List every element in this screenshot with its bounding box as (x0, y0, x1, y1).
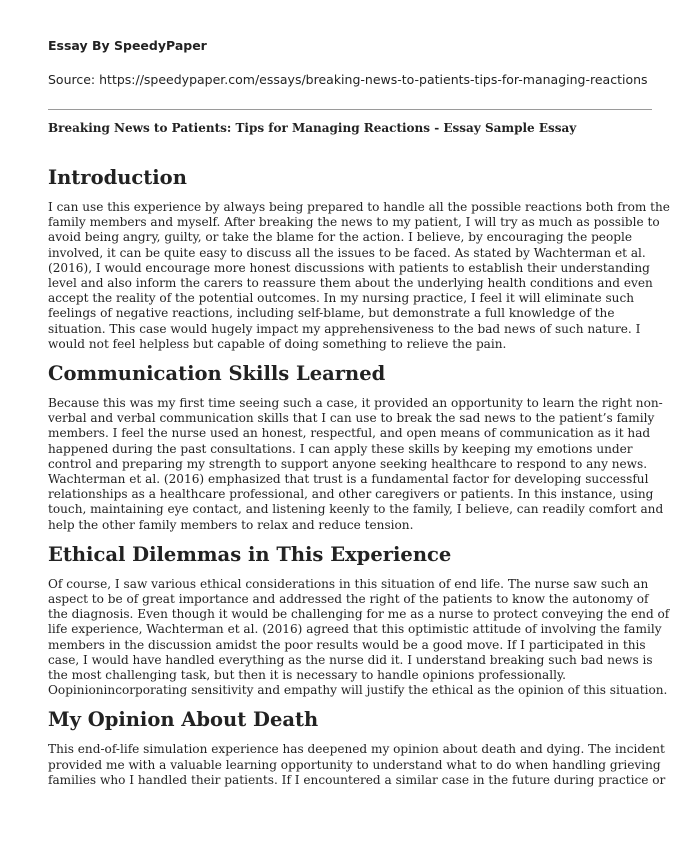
section-paragraph (48, 200, 670, 352)
paragraph-line: families who I handled their patients. If I encountered a similar case in the future during practice or (48, 772, 666, 787)
paragraph-line: members. I feel the nurse used an honest, respectful, and open means of communication as it had (48, 426, 651, 441)
essay-body (48, 166, 670, 788)
paragraph-line: accept the reality of the potential outcomes. In my nursing practice, I feel it will eliminate such (48, 291, 635, 306)
paragraph-line: (2016), I would encourage more honest discussions with patients to establish their understanding (48, 260, 650, 275)
paragraph-line: Wachterman et al. (2016) emphasized that trust is a fundamental factor for developing successful (48, 472, 649, 487)
section-heading: Communication Skills Learned (48, 362, 386, 386)
paragraph-line: provided me with a valuable learning opportunity to understand what to do when handling grieving (48, 757, 661, 772)
section-paragraph (48, 576, 670, 699)
paragraph-line: I can use this experience by always being prepared to handle all the possible reactions both from the (48, 200, 670, 214)
paragraph-line: family members and myself. After breaking the news to my patient, I will try as much as possible to (48, 215, 660, 230)
paragraph-line: the diagnosis. Even though it would be challenging for me as a nurse to protect conveying the end of (48, 607, 670, 622)
essay-section (48, 362, 664, 533)
paragraph-line: would not feel helpless but capable of doing something to relieve the pain. (48, 336, 507, 351)
document-title: Breaking News to Patients: Tips for Managing Reactions - Essay Sample Essay (48, 121, 577, 135)
paragraph-line: the most challenging task, but then it is necessary to handle opinions professionally. (48, 668, 567, 683)
essay-section (48, 542, 670, 699)
paragraph-line: aspect to be of great importance and addressed the right of the patients to know the autonomy of (48, 592, 649, 607)
section-heading: Ethical Dilemmas in This Experience (48, 542, 452, 566)
essay-section (48, 166, 670, 352)
section-heading: Introduction (48, 166, 187, 189)
paragraph-line: verbal and verbal communication skills that I can use to break the sad news to the patient’s family (48, 411, 655, 426)
paragraph-line: Oopinionincorporating sensitivity and empathy will justify the ethical as the opinion of this situation. (48, 683, 668, 698)
paragraph-line: help the other family members to relax and reduce tension. (48, 517, 414, 532)
paragraph-line: members in the discussion amidst the poor results would be a good move. If I participated in this (48, 637, 646, 652)
paragraph-line: case, I would have handled everything as the nurse did it. I understand breaking such bad news is (48, 652, 653, 667)
paragraph-line: This end-of-life simulation experience has deepened my opinion about death and dying. The incident (48, 742, 665, 757)
paragraph-line: control and preparing my strength to support anyone seeking healthcare to respond to any news. (48, 456, 648, 471)
paragraph-line: level and also inform the carers to reassure them about the underlying health conditions and even (48, 276, 653, 291)
paragraph-line: touch, maintaining eye contact, and listening keenly to the family, I believe, can readily comfort and (48, 502, 664, 517)
paragraph-line: happened during the past consultations. I can apply these skills by keeping my emotions under (48, 441, 633, 456)
brand-title: Essay By SpeedyPaper (48, 38, 207, 53)
section-paragraph (48, 396, 664, 533)
essay-section (48, 708, 666, 788)
paragraph-line: feelings of negative reactions, including self-blame, but demonstrate a full knowledge of the (48, 306, 615, 321)
paragraph-line: involved, it can be quite easy to discuss all the issues to be faced. As stated by Wachterman et al. (48, 245, 646, 260)
paragraph-line: situation. This case would hugely impact my apprehensiveness to the bad news of such nature. I (48, 321, 641, 336)
source-line: Source: https://speedypaper.com/essays/breaking-news-to-patients-tips-for-managing-reactions (48, 72, 648, 87)
paragraph-line: avoid being angry, guilty, or take the blame for the action. I believe, by encouraging the people (48, 230, 633, 245)
paragraph-line: relationships as a healthcare professional, and other caregivers or patients. In this instance, using (48, 487, 654, 502)
document-page (48, 38, 670, 798)
paragraph-line: life experience, Wachterman et al. (2016) agreed that this optimistic attitude of involving the family (48, 622, 662, 637)
paragraph-line: Of course, I saw various ethical considerations in this situation of end life. The nurse saw such an (48, 576, 649, 591)
section-heading: My Opinion About Death (48, 708, 319, 732)
paragraph-line: Because this was my first time seeing such a case, it provided an opportunity to learn the right non- (48, 396, 663, 411)
divider (48, 109, 652, 110)
section-paragraph (48, 742, 666, 788)
